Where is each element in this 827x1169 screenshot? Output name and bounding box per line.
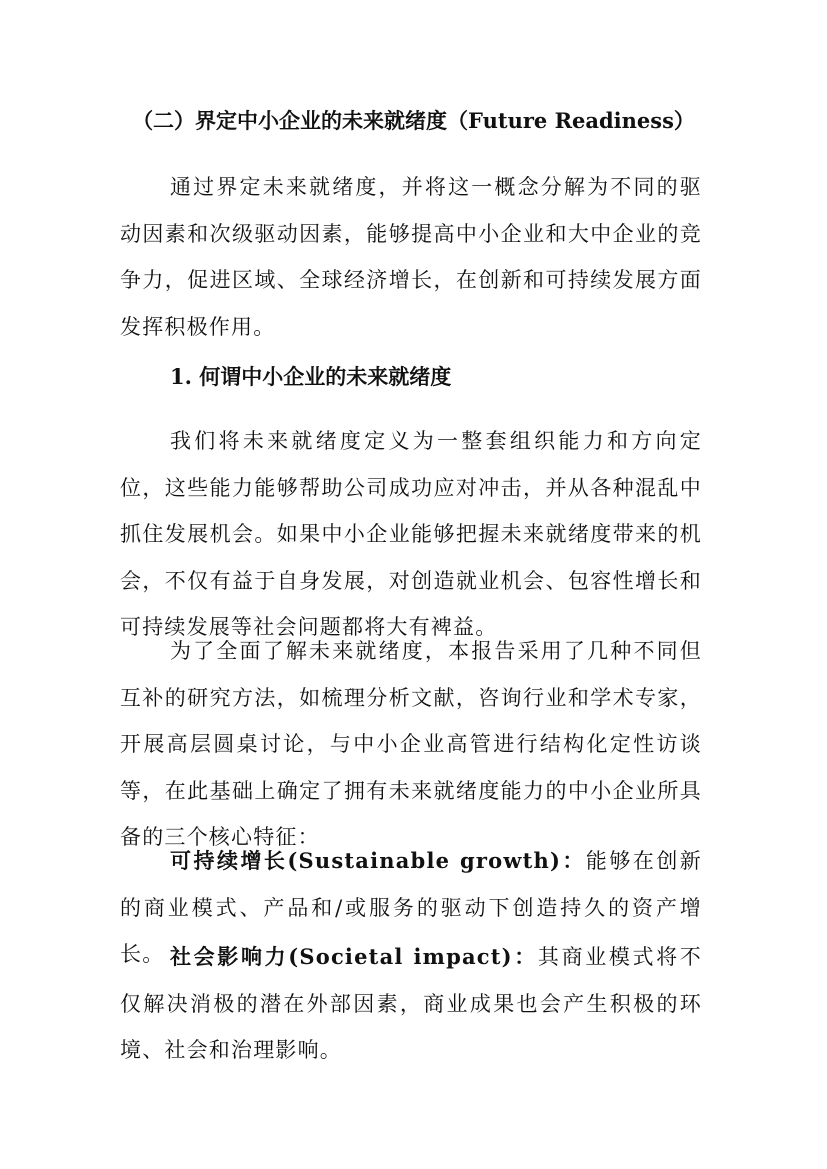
definition-paragraph: 我们将未来就绪度定义为一整套组织能力和方向定位，这些能力能够帮助公司成功应对冲击，并从各种混乱中抓住发展机会。如果中小企业能够把握未来就绪度带来的机会，不仅有益于自身发展，对创造就业机会、包容性增长和可持续发展等社会问题都将大有裨益。 bbox=[120, 429, 702, 639]
characteristic-term: 社会影响力(Societal impact)： bbox=[170, 944, 538, 969]
characteristic-description: 能够在创新的商业模式、产品和/或服务的驱动下创造持久的资产增长。 bbox=[120, 849, 702, 966]
subsection-heading: 1. 何谓中小企业的未来就绪度 bbox=[170, 364, 452, 389]
intro-paragraph: 通过界定未来就绪度，并将这一概念分解为不同的驱动因素和次级驱动因素，能够提高中小企业和大中企业的竞争力，促进区域、全球经济增长，在创新和可持续发展方面发挥积极作用。 bbox=[120, 175, 702, 339]
characteristic-description: 其商业模式将不仅解决消极的潜在外部因素，商业成果也会产生积极的环境、社会和治理影响。 bbox=[120, 945, 702, 1062]
characteristic-societal-impact bbox=[120, 934, 702, 1074]
methods-paragraph: 为了全面了解未来就绪度，本报告采用了几种不同但互补的研究方法，如梳理分析文献，咨询行业和学术专家，开展高层圆桌讨论，与中小企业高管进行结构化定性访谈等，在此基础上确定了拥有未来就绪度能力的中小企业所具备的三个核心特征： bbox=[120, 639, 702, 849]
section-heading: （二）界定中小企业的未来就绪度（Future Readiness） bbox=[132, 108, 695, 133]
characteristic-term: 可持续增长(Sustainable growth)： bbox=[170, 848, 586, 873]
